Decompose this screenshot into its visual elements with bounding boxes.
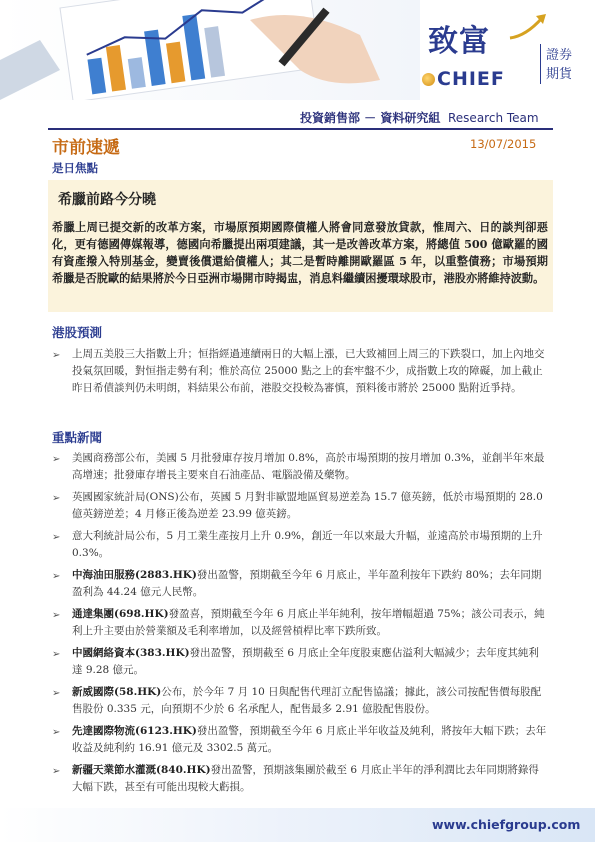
bullet-arrow-icon: ➢ <box>52 350 61 361</box>
list-item <box>48 606 548 640</box>
item-text: 發出盈警，預期截至今年 6 月底止半年收益及純利，將按年大幅下跌；去年收益及純利約 16.91 億元及 3302.5 萬元。 <box>72 725 547 754</box>
company-name: 中海油田服務(2883.HK) <box>72 569 197 581</box>
company-name: 新疆天業節水灌溉(840.HK) <box>72 764 211 776</box>
item-text: 發出盈警，預期截至 6 月底止全年度股東應佔溢利大幅減少；去年度其純利達 9.28 億元。 <box>72 647 539 676</box>
bullet-arrow-icon: ➢ <box>52 454 61 465</box>
header-rule <box>48 128 553 130</box>
item-text: 美國商務部公布，美國 5 月批發庫存按月增加 0.8%，高於市場預期的按月增加 0.3%，並創半年來最高增速；批發庫存增長主要來自石油產品、電腦設備及藥物。 <box>72 452 545 481</box>
company-name: 先達國際物流(6123.HK) <box>72 725 197 737</box>
bullet-arrow-icon: ➢ <box>52 766 61 777</box>
footer-website-link[interactable]: www.chiefgroup.com <box>432 817 581 832</box>
item-text: 意大利統計局公布，5 月工業生產按月上升 0.9%，創近一年以來最大升幅，並遠高於市場預期的上升 0.3%。 <box>72 530 543 559</box>
bullet-arrow-icon: ➢ <box>52 571 61 582</box>
news-heading: 重點新聞 <box>52 430 103 445</box>
list-item <box>48 346 548 397</box>
list-item <box>48 528 548 562</box>
section-subtitle: 是日焦點 <box>52 161 98 175</box>
list-item <box>48 450 548 484</box>
company-name: 中國網絡資本(383.HK) <box>72 647 190 659</box>
page-title: 市前速遞 <box>52 138 120 158</box>
list-item <box>48 489 548 523</box>
arrow-logo-icon <box>508 12 548 42</box>
list-item <box>48 567 548 601</box>
report-date: 13/07/2015 <box>470 137 537 151</box>
logo-coin-icon <box>422 73 435 86</box>
chief-logo <box>420 12 580 98</box>
focus-body: 希臘上周已提交新的改革方案，市場原預期國際債權人將會同意發放貸款，惟周六、日的談判卻惡化，更有德國傳媒報導，德國向希臘提出兩項建議，其一是改善改革方案，將總值 500 億歐羅的國有資產撥入特別基金，變賣後償還給債權人；其二是暫時離開歐羅區 5 年，以重整債務；市場預期希臘是否脫歐的結果將於今日亞洲市場開市時揭盅，消息料繼續困擾環球股市，港股亦將維持波動。 <box>52 220 548 285</box>
bullet-arrow-icon: ➢ <box>52 727 61 738</box>
hk-outlook-heading: 港股預測 <box>52 325 103 340</box>
logo-divider <box>540 44 541 84</box>
list-item <box>48 762 548 796</box>
logo-chinese-name: 致富 <box>428 24 490 59</box>
company-name: 通達集團(698.HK) <box>72 608 169 620</box>
logo-english-name: CHIEF <box>422 68 505 90</box>
bullet-arrow-icon: ➢ <box>52 610 61 621</box>
bullet-arrow-icon: ➢ <box>52 493 61 504</box>
company-name: 新威國際(58.HK) <box>72 686 162 698</box>
bullet-arrow-icon: ➢ <box>52 649 61 660</box>
department-line: 投資銷售部 － 資料研究組 Research Team <box>300 111 539 125</box>
item-text: 發盈喜，預期截至今年 6 月底止半年純利，按年增幅超過 75%；該公司表示，純利上升主要由於營業額及毛利率增加，以及經營槓桿比率下跌所致。 <box>72 608 545 637</box>
list-item <box>48 684 548 718</box>
item-text: 發出盈警，預期該集團於截至 6 月底止半年的淨利潤比去年同期將錄得大幅下跌，甚至有可能出現較大虧損。 <box>72 764 539 793</box>
list-item <box>48 723 548 757</box>
charts-and-hand-image <box>0 0 420 100</box>
focus-title: 希臘前路今分曉 <box>58 192 156 208</box>
item-text: 英國國家統計局(ONS)公布，英國 5 月對非歐盟地區貿易逆差為 15.7 億英鎊，低於市場預期的 28.0 億英鎊逆差；4 月修正後為逆差 23.99 億英鎊。 <box>72 491 543 520</box>
logo-side-text: 證券 期貨 <box>546 48 573 82</box>
item-text: 發出盈警，預期截至今年 6 月底止，半年盈利按年下跌約 80%；去年同期盈利為 44.24 億元人民幣。 <box>72 569 542 598</box>
news-list <box>48 450 548 801</box>
bullet-arrow-icon: ➢ <box>52 532 61 543</box>
item-text: 上周五美股三大指數上升；恒指經過連續兩日的大幅上漲，已大致補回上周三的下跌裂口，加上內地交投氣氛回暖，對恒指走勢有利；惟於高位 25000 點之上的套牢盤不少，成指數上攻的障礙，加上截止昨日希債談判仍未明朗，料結果公布前，港股交投較為審慎，預料後市將於 25000 點附近爭持。 <box>72 348 545 394</box>
hk-outlook-list <box>48 346 548 402</box>
list-item <box>48 645 548 679</box>
bullet-arrow-icon: ➢ <box>52 688 61 699</box>
item-text: 公布，於今年 7 月 10 日與配售代理訂立配售協議；據此，該公司按配售價每股配售股份 0.335 元，向預期不少於 6 名承配人，配售最多 2.91 億股配售股份。 <box>72 686 542 715</box>
